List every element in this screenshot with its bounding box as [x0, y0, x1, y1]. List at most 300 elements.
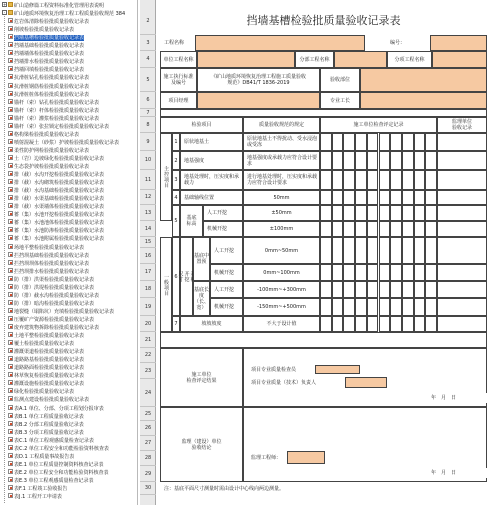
record-cell[interactable] — [343, 264, 355, 281]
record-cell[interactable] — [332, 316, 344, 332]
project-manager-label — [160, 92, 197, 109]
record-cell[interactable] — [425, 221, 437, 237]
item-spec — [243, 237, 320, 264]
record-cell[interactable] — [402, 316, 414, 332]
record-cell[interactable] — [332, 281, 344, 298]
record-cell[interactable] — [320, 205, 332, 221]
tree-item-label: 表A.1 单位、分部、分项工程划分报审表 — [14, 405, 104, 412]
record-cell[interactable] — [320, 298, 332, 316]
item-number — [172, 316, 180, 332]
record-cell[interactable] — [390, 237, 402, 264]
tree-item-label: 表F.1 工程竣工验收报告 — [14, 486, 68, 492]
tree-item-label: 地裂缝（塌陷坑）充填检验批质量验收记录表 — [14, 308, 115, 315]
record-cell[interactable] — [343, 237, 355, 264]
row-number: 22 — [140, 348, 156, 363]
item-spec — [243, 151, 320, 170]
record-cell[interactable] — [414, 190, 426, 205]
expand-icon[interactable]: + — [3, 2, 7, 7]
document-icon — [8, 195, 13, 200]
record-cell[interactable] — [390, 264, 402, 281]
tree-item-label: 拦挡坝坝体检验批质量验收记录表 — [14, 260, 90, 267]
tree-item-label: 格构梁检验批质量验收记录表 — [14, 131, 80, 138]
item-number-text: 2 — [174, 157, 178, 164]
record-cell[interactable] — [343, 205, 355, 221]
item-project-field[interactable] — [432, 51, 487, 68]
collapse-icon[interactable]: - — [3, 10, 6, 16]
dig-method — [210, 281, 243, 298]
item-name-text: 原状地基土 — [184, 139, 210, 145]
document-icon — [8, 107, 13, 112]
supervision-cell[interactable] — [437, 316, 487, 332]
record-cell[interactable] — [414, 281, 426, 298]
row-number: 18 — [140, 281, 156, 298]
document-icon — [8, 332, 13, 337]
project-name-label — [160, 35, 195, 51]
serial-label-text: 编号： — [389, 40, 405, 46]
tech-lead-label — [247, 377, 345, 388]
inspector-field[interactable] — [315, 365, 360, 374]
document-icon — [8, 380, 13, 385]
supervision-date — [400, 468, 487, 478]
item-number-text: 4 — [174, 194, 178, 201]
item-name — [180, 316, 243, 332]
record-cell[interactable] — [402, 205, 414, 221]
record-cell[interactable] — [414, 264, 426, 281]
item-spec-text: 不大于设计值 — [266, 321, 297, 327]
row-number: 17 — [140, 264, 156, 281]
record-cell[interactable] — [367, 264, 379, 281]
record-cell[interactable] — [390, 221, 402, 237]
dig-method — [203, 221, 243, 237]
item-number-text: 1 — [174, 139, 178, 145]
record-cell[interactable] — [367, 133, 379, 151]
spreadsheet[interactable] — [140, 0, 500, 505]
document-icon — [8, 477, 13, 482]
record-cell[interactable] — [414, 170, 426, 190]
general-items-label-text: 一般项目 — [163, 273, 169, 296]
record-cell[interactable] — [343, 281, 355, 298]
record-cell[interactable] — [367, 281, 379, 298]
record-cell[interactable] — [402, 221, 414, 237]
tree-item-label: 生态袋护坡检验批质量验收记录表 — [14, 164, 90, 170]
document-icon — [8, 308, 13, 313]
acceptance-part-label-text: 验收部位 — [329, 77, 350, 83]
dig-method-text: 人工开挖 — [214, 247, 235, 254]
supervision-cell[interactable] — [437, 298, 487, 316]
record-cell[interactable] — [343, 151, 355, 170]
record-cell[interactable] — [332, 151, 344, 170]
dimension-group-label-text: 基底中 置预 — [194, 253, 210, 265]
tree-item-label: 拦挡坝基础检验批质量验收记录表 — [14, 252, 90, 259]
sub-project-label-text: 分部工程名称 — [299, 56, 330, 63]
record-cell[interactable] — [343, 133, 355, 151]
record-cell[interactable] — [425, 151, 437, 170]
record-cell[interactable] — [425, 298, 437, 316]
record-cell[interactable] — [355, 298, 367, 316]
record-cell[interactable] — [402, 237, 414, 264]
item-number — [172, 170, 180, 190]
item-number — [172, 151, 180, 170]
item-spec-text: 进行地基处理时，压实度和承载力应符合设计要求 — [247, 174, 318, 186]
supervision-eval-label — [160, 407, 243, 482]
item-name — [180, 151, 243, 170]
record-cell[interactable] — [367, 170, 379, 190]
row-number: 28 — [140, 451, 156, 466]
record-cell[interactable] — [379, 281, 391, 298]
item-spec-text: 0mm~50mm — [264, 247, 299, 254]
dimension-group-label — [193, 237, 210, 281]
document-icon — [8, 396, 13, 401]
item-spec-text: 地基强度或承载力应符合设计要求 — [247, 154, 318, 167]
item-spec — [243, 298, 320, 316]
supervisor-label-text: 监理工程师： — [251, 454, 282, 461]
inspector-label — [247, 365, 315, 374]
row-number: 3 — [140, 35, 156, 51]
record-cell[interactable] — [379, 221, 391, 237]
record-cell[interactable] — [355, 170, 367, 190]
tree-item-label: 废弃建筑物拆除检验批质量验收记录表 — [14, 325, 100, 331]
record-cell[interactable] — [320, 264, 332, 281]
row-number: 7 — [140, 109, 156, 117]
row-number: 15 — [140, 237, 156, 248]
dimension-group-label-text: 基底长 度（长、 宽） — [194, 286, 210, 311]
tree-item-label: 监测点建设检验批质量验收记录表 — [14, 397, 90, 404]
record-cell[interactable] — [332, 205, 344, 221]
document-icon — [8, 147, 13, 152]
record-cell[interactable] — [320, 133, 332, 151]
record-cell[interactable] — [355, 281, 367, 298]
dig-method-text: 人工开挖 — [214, 286, 235, 293]
document-icon — [8, 372, 13, 377]
record-cell[interactable] — [390, 316, 402, 332]
document-icon — [8, 179, 13, 184]
col-construction-record-text: 施工单位检查评定记录 — [353, 122, 404, 128]
record-cell[interactable] — [425, 170, 437, 190]
col-supervision-record-text: 监理单位 验收记录 — [451, 119, 472, 131]
record-cell[interactable] — [390, 133, 402, 151]
supervision-cell[interactable] — [437, 205, 487, 221]
form-grid — [157, 0, 500, 505]
record-cell[interactable] — [379, 133, 391, 151]
document-icon — [8, 340, 13, 345]
record-cell[interactable] — [367, 151, 379, 170]
record-cell[interactable] — [332, 133, 344, 151]
document-icon — [8, 252, 13, 257]
tree-item-label: 蓄（集）水池附属检验批质量验收记录表 — [14, 236, 105, 243]
tree-item-label: 土地平整检验批质量验收记录表 — [14, 333, 85, 340]
record-cell[interactable] — [379, 264, 391, 281]
record-cell[interactable] — [367, 190, 379, 205]
record-cell[interactable] — [402, 151, 414, 170]
item-spec — [243, 281, 320, 298]
row-number: 2 — [140, 7, 156, 35]
document-icon — [8, 219, 13, 224]
tree-item-label: 表B.3 分项工程质量验收记录表 — [14, 429, 84, 436]
tree-item-label: 蓄（集）水池防渗检验批质量验收记录表 — [14, 228, 105, 235]
col-check-item-text: 检验项目 — [191, 122, 212, 128]
unit-project-label — [160, 51, 197, 68]
record-cell[interactable] — [332, 170, 344, 190]
record-cell[interactable] — [379, 237, 391, 264]
record-cell[interactable] — [390, 151, 402, 170]
record-cell[interactable] — [355, 133, 367, 151]
document-icon — [8, 276, 13, 281]
record-cell[interactable] — [379, 298, 391, 316]
record-cell[interactable] — [390, 170, 402, 190]
record-cell[interactable] — [332, 190, 344, 205]
item-spec — [243, 170, 320, 190]
row-number: 16 — [140, 248, 156, 264]
record-cell[interactable] — [414, 237, 426, 264]
tree-item-label: 挡墙排水检验批质量验收记录表 — [14, 59, 85, 66]
sub-project-field[interactable] — [334, 51, 387, 68]
project-manager-field[interactable] — [197, 92, 320, 109]
record-cell[interactable] — [402, 133, 414, 151]
standard-value-text: 《矿山地质环境恢复治理工程施工质量验收 规范》DB41/T 1836-2019 — [210, 74, 306, 86]
document-icon — [8, 437, 13, 442]
record-cell[interactable] — [367, 298, 379, 316]
document-icon — [8, 99, 13, 104]
document-icon — [8, 171, 13, 176]
construction-eval-label — [160, 348, 243, 407]
tree-item-label: 表C.1 单位工程观感质量检查记录表 — [14, 437, 94, 444]
row-number: 26 — [140, 421, 156, 436]
project-name-label-text: 工程名称 — [164, 40, 185, 46]
item-number-text: 5 — [174, 218, 178, 224]
record-cell[interactable] — [402, 170, 414, 190]
dig-method-text: 机械开挖 — [207, 226, 228, 232]
sub-project-label — [295, 51, 334, 68]
spacer-row — [160, 332, 487, 348]
record-cell[interactable] — [379, 316, 391, 332]
record-cell[interactable] — [402, 298, 414, 316]
document-icon — [8, 421, 13, 426]
record-cell[interactable] — [414, 221, 426, 237]
supervision-cell[interactable] — [437, 221, 487, 237]
item-name-text: 地基处理时，压实度和承载力 — [184, 174, 240, 186]
supervision-cell[interactable] — [437, 133, 487, 151]
record-cell[interactable] — [414, 316, 426, 332]
record-cell[interactable] — [425, 237, 437, 264]
item-name — [180, 133, 243, 151]
record-cell[interactable] — [343, 170, 355, 190]
record-cell[interactable] — [355, 151, 367, 170]
row-number: 11 — [140, 170, 156, 190]
document-icon — [8, 445, 13, 450]
folder-icon — [8, 10, 13, 15]
record-cell[interactable] — [425, 133, 437, 151]
tree-item-label: 蓄（集）水池开挖检验批质量验收记录表 — [14, 212, 105, 219]
record-cell[interactable] — [379, 190, 391, 205]
item-name-text: 坡坡坡度 — [201, 321, 222, 327]
document-icon — [8, 493, 13, 498]
row-number: 29 — [140, 466, 156, 482]
record-cell[interactable] — [343, 221, 355, 237]
record-cell[interactable] — [320, 170, 332, 190]
main-control-label — [160, 133, 172, 221]
record-cell[interactable] — [355, 190, 367, 205]
record-cell[interactable] — [425, 316, 437, 332]
document-icon — [8, 58, 13, 63]
document-icon — [8, 26, 13, 31]
document-icon — [8, 155, 13, 160]
record-cell[interactable] — [414, 205, 426, 221]
item-name-text: 基础轴线位置 — [184, 194, 215, 201]
record-cell[interactable] — [367, 316, 379, 332]
file-tree[interactable] — [0, 0, 138, 505]
record-cell[interactable] — [367, 221, 379, 237]
document-icon — [8, 316, 13, 321]
record-cell[interactable] — [379, 151, 391, 170]
item-spec-text: 原状地基土不得扰动、受水浸泡或受冻 — [247, 136, 318, 148]
record-cell[interactable] — [379, 205, 391, 221]
tech-lead-field[interactable] — [345, 377, 387, 388]
unit-project-field[interactable] — [197, 51, 295, 68]
record-cell[interactable] — [355, 264, 367, 281]
record-cell[interactable] — [425, 205, 437, 221]
tree-item-label: 压覆矿产资源检验批质量验收记录表 — [14, 316, 95, 323]
document-icon — [8, 131, 13, 136]
document-icon — [8, 211, 13, 216]
dig-method — [210, 264, 243, 281]
tree-item-label: 蓄（集）水池池体检验批质量验收记录表 — [14, 220, 105, 227]
tech-lead-label-text: 项目专业质量（技术）负责人 — [251, 379, 317, 386]
document-icon — [8, 461, 13, 466]
row-number-gutter — [140, 0, 156, 505]
item-spec — [243, 133, 320, 151]
dig-method-text: 人工开挖 — [207, 210, 228, 216]
record-cell[interactable] — [402, 281, 414, 298]
record-cell[interactable] — [414, 133, 426, 151]
record-cell[interactable] — [355, 221, 367, 237]
document-icon — [8, 34, 13, 39]
document-icon — [8, 74, 13, 79]
record-cell[interactable] — [425, 281, 437, 298]
record-cell[interactable] — [320, 221, 332, 237]
construction-date-text: 年 月 日 — [430, 395, 456, 401]
row-number: 20 — [140, 316, 156, 332]
record-cell[interactable] — [414, 298, 426, 316]
tree-item-label: 防（排）截水沟检验批质量验收记录表 — [14, 292, 100, 299]
record-cell[interactable] — [367, 205, 379, 221]
document-icon — [8, 227, 13, 232]
record-cell[interactable] — [320, 281, 332, 298]
tree-item-label: 表J.1 工程开工申请表 — [14, 494, 62, 501]
tree-item-label: 矿山造修篇工程资料标准化管理用表说明 — [14, 3, 105, 9]
row-number: 23 — [140, 363, 156, 379]
record-cell[interactable] — [390, 205, 402, 221]
tree-item-label: 绿化检验批质量验收记录表 — [14, 389, 75, 396]
record-cell[interactable] — [343, 316, 355, 332]
record-cell[interactable] — [425, 264, 437, 281]
standard-value — [197, 68, 320, 92]
tree-item-label: 防（排）洪堤检验批质量验收记录表 — [14, 284, 95, 291]
record-cell[interactable] — [414, 151, 426, 170]
row-number: 9 — [140, 133, 156, 151]
record-cell[interactable] — [332, 264, 344, 281]
supervision-cell[interactable] — [437, 237, 487, 264]
record-cell[interactable] — [390, 298, 402, 316]
dig-method — [210, 237, 243, 264]
document-icon — [8, 139, 13, 144]
row-number: 12 — [140, 190, 156, 205]
record-cell[interactable] — [332, 221, 344, 237]
folder-icon — [8, 2, 13, 7]
row-number: 8 — [140, 117, 156, 133]
dimension-group-label — [193, 281, 210, 316]
item-number — [172, 133, 180, 151]
dig-method-text: 机械开挖 — [214, 269, 235, 276]
record-cell[interactable] — [390, 190, 402, 205]
record-cell[interactable] — [379, 170, 391, 190]
tree-item-label: 排（截）水沟开挖检验批质量验收记录表 — [14, 172, 105, 179]
tree-item-label: 灌溉渠道检验批质量验收记录表 — [14, 349, 85, 356]
record-cell[interactable] — [320, 237, 332, 264]
record-cell[interactable] — [425, 190, 437, 205]
supervision-cell[interactable] — [437, 190, 487, 205]
supervisor-label — [247, 451, 287, 464]
row-number: 6 — [140, 92, 156, 109]
tree-item-label: 灌溉设施检验批质量验收记录表 — [14, 381, 85, 388]
record-cell[interactable] — [367, 237, 379, 264]
row-number: 25 — [140, 407, 156, 421]
record-cell[interactable] — [390, 281, 402, 298]
tree-item-label: 矿山地质环境恢复治理工程工程质量验收规范 384 — [14, 11, 126, 18]
record-cell[interactable] — [332, 298, 344, 316]
document-icon — [8, 348, 13, 353]
document-icon — [8, 187, 13, 192]
record-cell[interactable] — [402, 264, 414, 281]
record-cell[interactable] — [332, 237, 344, 264]
item-number-text: 7 — [174, 321, 178, 327]
record-cell[interactable] — [402, 190, 414, 205]
tree-item-label: 拦挡坝排水检验批质量验收记录表 — [14, 268, 90, 275]
acceptance-part-field[interactable] — [360, 68, 487, 92]
document-icon — [8, 300, 13, 305]
supervision-cell[interactable] — [437, 264, 487, 281]
record-cell[interactable] — [320, 190, 332, 205]
tree-item-label: 锚杆（索）张拉锁定检验批质量验收记录表 — [14, 123, 110, 130]
document-icon — [8, 203, 13, 208]
supervisor-field[interactable] — [287, 451, 325, 464]
item-number — [172, 205, 180, 237]
record-cell[interactable] — [320, 151, 332, 170]
tree-item-label: 道路路面检验批质量验收记录表 — [14, 365, 85, 372]
tree-item-label: 表E.1 单位工程质量控制资料核查记录表 — [14, 461, 104, 468]
tree-item-label: 挡墙基础检验批质量验收记录表 — [14, 43, 85, 50]
serial-field[interactable] — [430, 35, 487, 51]
document-icon — [8, 123, 13, 128]
record-cell[interactable] — [320, 316, 332, 332]
supervision-cell[interactable] — [437, 151, 487, 170]
record-cell[interactable] — [355, 237, 367, 264]
foreman-field[interactable] — [360, 92, 487, 109]
record-cell[interactable] — [355, 316, 367, 332]
item-project-label — [387, 51, 432, 68]
supervision-cell[interactable] — [437, 170, 487, 190]
construction-date — [400, 393, 487, 403]
record-cell[interactable] — [355, 205, 367, 221]
tree-document-item[interactable] — [8, 493, 62, 502]
document-icon — [8, 50, 13, 55]
tree-item-label: 排（截）水沟基础检验批质量验收记录表 — [14, 188, 105, 195]
record-cell[interactable] — [343, 190, 355, 205]
col-supervision-record — [437, 117, 487, 133]
foreman-label — [320, 92, 360, 109]
record-cell[interactable] — [343, 298, 355, 316]
supervision-cell[interactable] — [437, 281, 487, 298]
project-name-field[interactable] — [195, 35, 365, 51]
